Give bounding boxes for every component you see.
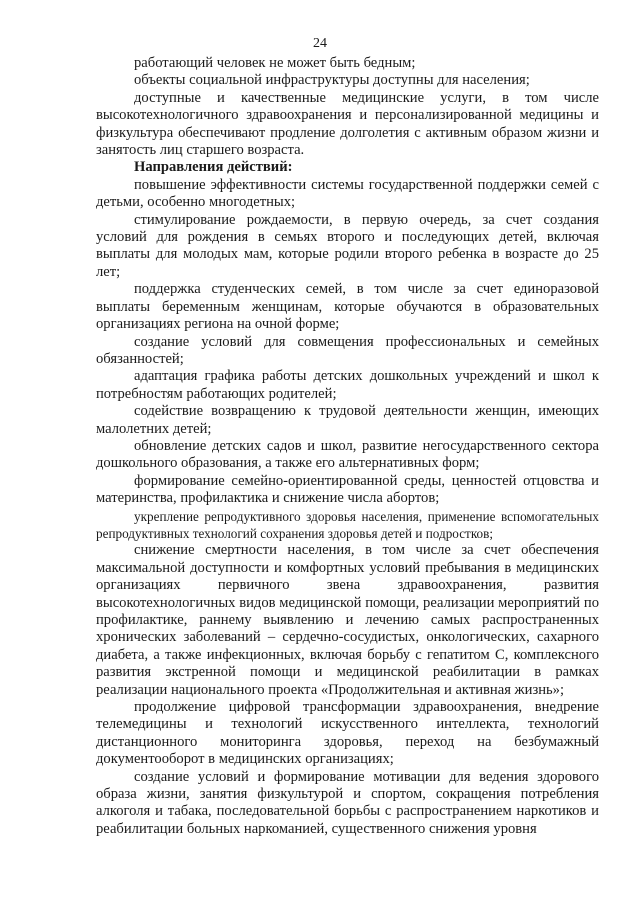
paragraph: повышение эффективности системы государственной поддержки семей с детьми, особенно многодетных;	[96, 176, 599, 211]
paragraph: поддержка студенческих семей, в том числе за счет единоразовой выплаты беременным женщинам, которые обучаются в образовательных организациях региона на очной форме;	[96, 281, 599, 333]
paragraph: создание условий для совмещения профессиональных и семейных обязанностей;	[96, 333, 599, 367]
paragraph: снижение смертности населения, в том числе за счет обеспечения максимальной доступности и комфортных условий пребывания в медицинских организациях первичного звена здравоохранения, развития высокотехнологичных видов медицинской помощи, реализации мероприятий по профилактике, раннему выявлению и лечению самых распространенных хронических заболеваний – сердечно-сосудистых, онкологических, сахарного диабета, а также инфекционных, включая борьбу с гепатитом С, комплексного развития экстренной помощи и медицинской реабилитации в рамках реализации национального проекта «Продолжительная и активная жизнь»;	[96, 542, 599, 698]
paragraph: объекты социальной инфраструктуры доступны для населения;	[134, 72, 530, 89]
paragraph: продолжение цифровой трансформации здравоохранения, внедрение телемедицины и технологий искусственного интеллекта, технологий дистанционного мониторинга здоровья, переход на безбумажный документооборот в медицинских организациях;	[96, 699, 599, 768]
section-heading: Направления действий:	[134, 159, 293, 176]
page-number: 24	[313, 36, 327, 51]
paragraph: формирование семейно-ориентированной среды, ценностей отцовства и материнства, профилактика и снижение числа абортов;	[96, 472, 599, 507]
body-text	[96, 55, 599, 838]
paragraph: стимулирование рождаемости, в первую очередь, за счет создания условий для рождения в семьях второго и последующих детей, включая выплаты для молодых мам, которые родили второго ребенка в возрасте до 25 лет;	[96, 211, 599, 280]
paragraph: создание условий и формирование мотивации для ведения здорового образа жизни, занятия физкультурой и спортом, сокращения потребления алкоголя и табака, последовательной борьбы с распространением наркотиков и реабилитации больных наркоманией, существенного снижения уровня	[96, 768, 599, 837]
paragraph: адаптация графика работы детских дошкольных учреждений и школ к потребностям работающих родителей;	[96, 368, 599, 402]
paragraph: работающий человек не может быть бедным;	[134, 55, 416, 71]
paragraph: укрепление репродуктивного здоровья населения, применение вспомогательных репродуктивных технологий сохранения здоровья детей и подростков;	[96, 508, 599, 541]
paragraph: доступные и качественные медицинские услуги, в том числе высокотехнологичного здравоохранения и персонализированной медицины и физкультура обеспечивают продление долголетия с активным образом жизни и занятость лиц старшего возраста.	[96, 89, 599, 159]
paragraph: содействие возвращению к трудовой деятельности женщин, имеющих малолетних детей;	[96, 403, 599, 437]
paragraph: обновление детских садов и школ, развитие негосударственного сектора дошкольного образования, а также его альтернативных форм;	[96, 437, 599, 472]
